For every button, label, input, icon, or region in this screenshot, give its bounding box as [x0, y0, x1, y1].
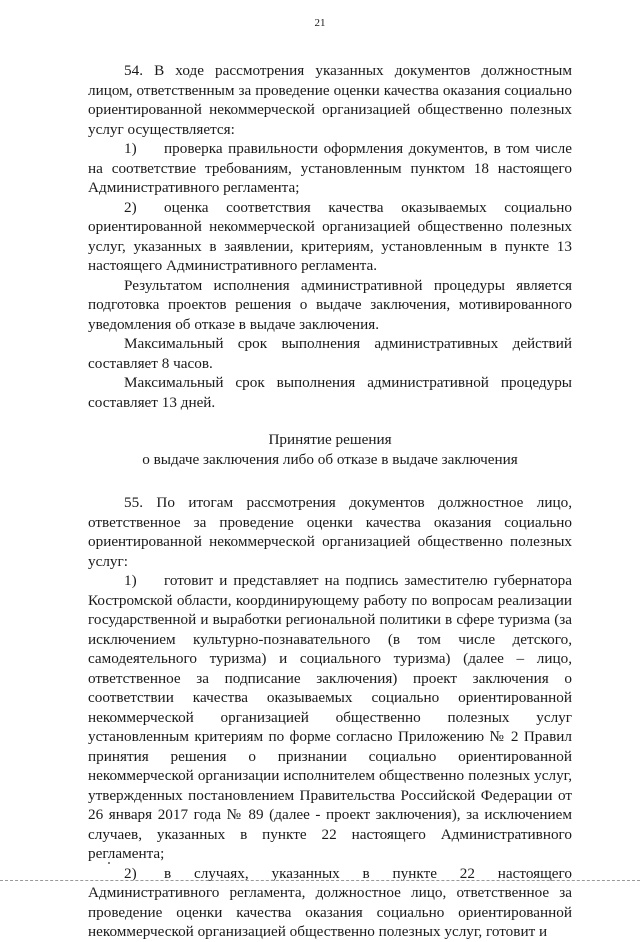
section-heading-line-2: о выдаче заключения либо об отказе в выдаче заключения — [142, 450, 518, 468]
paragraph-55-intro: 55. По итогам рассмотрения документов должностное лицо, ответственное за проведение оценки качества оказания социально ориентированной некоммерческой организацией общественно полезных услуг: — [88, 494, 572, 570]
paragraph-54-item-2 — [88, 198, 572, 276]
section-heading — [88, 430, 572, 469]
scan-speck — [108, 862, 110, 864]
item-number: 2) — [124, 198, 137, 216]
item-text: проверка правильности оформления документов, в том числе на соответствие требованиям, установленным пунктом 18 настоящего Административного регламента; — [88, 140, 572, 196]
paragraph-54-item-1 — [88, 139, 572, 198]
item-text: готовит и представляет на подпись заместителю губернатора Костромской области, координирующему работу по вопросам реализации государственной и выработки региональной политики в сфере туризма (за исключением культурно-познавательного (в том числе детского, самодеятельного туризма) и социального туризма) (далее – лицо, ответственное за подписание заключения) проект заключения о соответствии качества оказываемых социально ориентированной некоммерческой организацией общественно полезных услуг установленным критериям по форме согласно Приложению № 2 Правил принятия решения о признании социально ориентированной некоммерческой организации исполнителем общественно полезных услуг, утвержденных постановлением Правительства Российской Федерации от 26 января 2017 года № 89 (далее - проект заключения), за исключением случаев, указанных в пункте 22 настоящего Административного регламента; — [88, 572, 572, 862]
section-heading-line-1: Принятие решения — [268, 431, 392, 448]
paragraph-54-intro: 54. В ходе рассмотрения указанных документов должностным лицом, ответственным за проведение оценки качества оказания социально ориентированной некоммерческой организацией общественно полезных услуг осуществляется: — [88, 62, 572, 138]
item-number: 1) — [124, 140, 137, 157]
page-bottom-edge — [0, 880, 640, 881]
page-number: 21 — [314, 17, 326, 29]
item-text: оценка соответствия качества оказываемых социально ориентированной некоммерческой организацией общественно полезных услуг, указанных в заявлении, критериям, установленным в пункте 13 настоящего Административного регламента. — [88, 198, 572, 274]
paragraph-55-item-2 — [88, 864, 572, 942]
paragraph-54-result: Результатом исполнения административной процедуры является подготовка проектов решения о выдаче заключения, мотивированного уведомления об отказе в выдаче заключения. — [88, 276, 572, 333]
item-number: 2) — [124, 864, 137, 882]
document-body — [88, 61, 572, 942]
paragraph-max-actions: Максимальный срок выполнения административных действий составляет 8 часов. — [88, 335, 572, 372]
item-number: 1) — [124, 572, 137, 589]
item-text: в случаях, указанных в пункте 22 настоящего Административного регламента, должностное лицо, ответственное за проведение оценки качества оказания социально ориентированной некоммерческой организацией общественно полезных услуг, готовит и — [88, 864, 572, 940]
paragraph-max-procedure: Максимальный срок выполнения административной процедуры составляет 13 дней. — [88, 374, 572, 411]
paragraph-55-item-1 — [88, 571, 572, 864]
